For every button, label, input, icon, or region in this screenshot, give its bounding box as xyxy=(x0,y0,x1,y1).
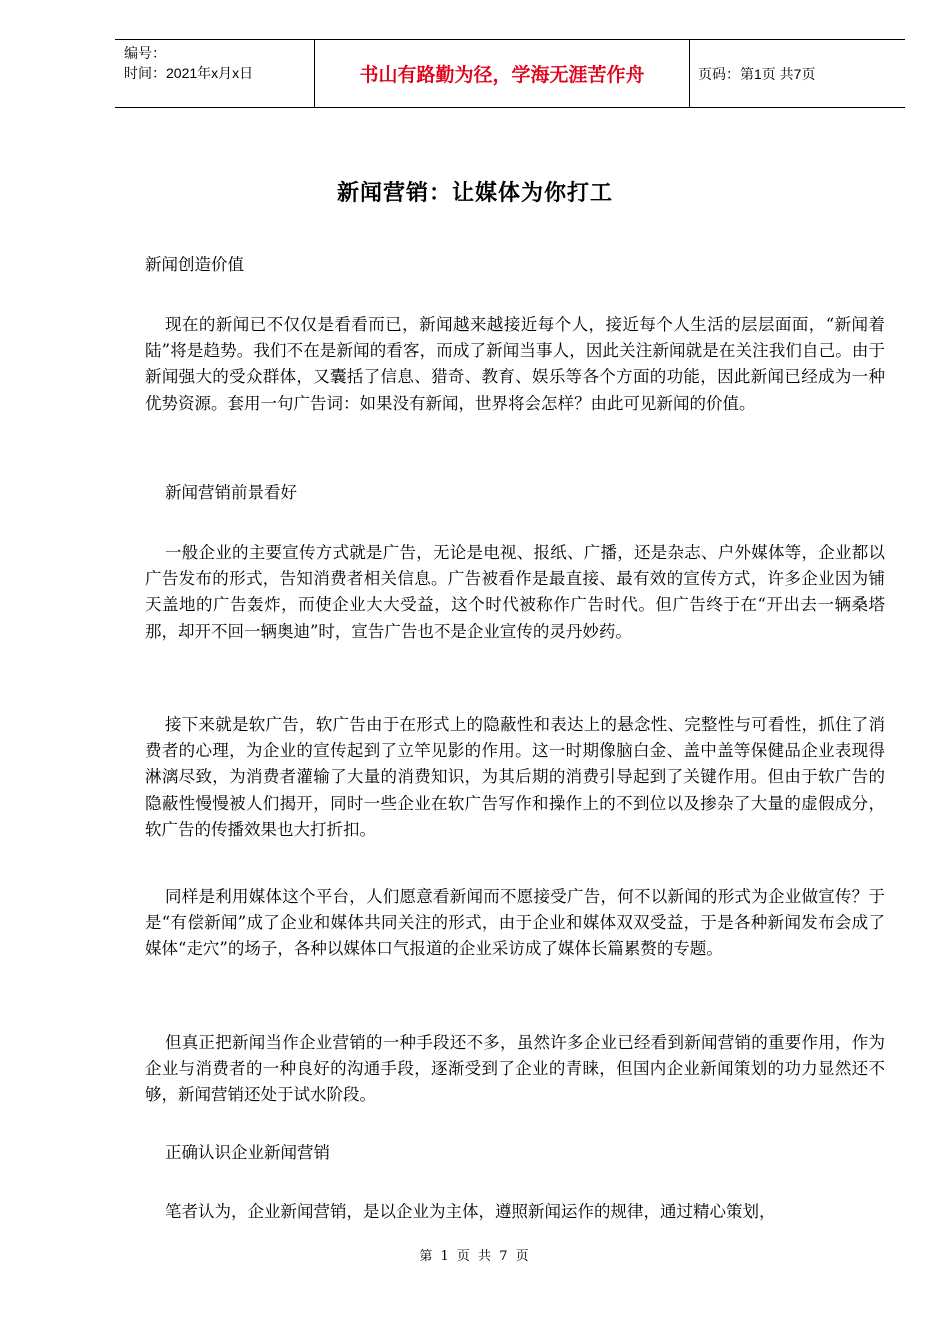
section-heading-prospects: 新闻营销前景看好 xyxy=(165,483,297,502)
paragraph: 笔者认为，企业新闻营销，是以企业为主体，遵照新闻运作的规律，通过精心策划， xyxy=(165,1202,776,1221)
paragraph: 同样是利用媒体这个平台，人们愿意看新闻而不愿接受广告，何不以新闻的形式为企业做宣传？于是“有偿新闻”成了企业和媒体共同关注的形式，由于企业和媒体双双受益，于是各种新闻发布会成了媒体“走穴”的场子，各种以媒体口气报道的企业采访成了媒体长篇累赘的专题。 xyxy=(145,887,885,959)
document-title: 新闻营销：让媒体为你打工 xyxy=(336,180,613,206)
paragraph: 接下来就是软广告，软广告由于在形式上的隐蔽性和表达上的悬念性、完整性与可看性，抓住了消费者的心理，为企业的宣传起到了立竿见影的作用。这一时期像脑白金、盖中盖等保健品企业表现得淋漓尽致，为消费者灌输了大量的消费知识，为其后期的消费引导起到了关键作用。但由于软广告的隐蔽性慢慢被人们揭开，同时一些企业在软广告写作和操作上的不到位以及掺杂了大量的虚假成分，软广告的传播效果也大打折扣。 xyxy=(145,715,885,839)
header-motto: 书山有路勤为径，学海无涯苦作舟 xyxy=(315,40,690,107)
time-label: 时间：2021年x月x日 xyxy=(124,65,254,81)
paragraph: 一般企业的主要宣传方式就是广告，无论是电视、报纸、广播，还是杂志、户外媒体等，企业都以广告发布的形式，告知消费者相关信息。广告被看作是最直接、最有效的宣传方式，许多企业因为铺天盖地的广告轰炸，而使企业大大受益，这个时代被称作广告时代。但广告终于在“开出去一辆桑塔那，却开不回一辆奥迪”时，宣告广告也不是企业宣传的灵丹妙药。 xyxy=(145,543,885,641)
header-table xyxy=(115,39,905,108)
section-heading-correct-understanding: 正确认识企业新闻营销 xyxy=(165,1143,330,1162)
header-page-info: 页码：第1页 共7页 xyxy=(698,65,816,82)
paragraph: 现在的新闻已不仅仅是看看而已，新闻越来越接近每个人，接近每个人生活的层层面面，“新闻着陆”将是趋势。我们不在是新闻的看客，而成了新闻当事人，因此关注新闻就是在关注我们自己。由于新闻强大的受众群体，又囊括了信息、猎奇、教育、娱乐等各个方面的功能，因此新闻已经成为一种优势资源。套用一句广告词：如果没有新闻，世界将会怎样？由此可见新闻的价值。 xyxy=(145,315,885,413)
section-heading-news-value: 新闻创造价值 xyxy=(145,255,244,274)
header-meta-cell xyxy=(115,40,315,107)
number-label: 编号： xyxy=(124,45,166,61)
page-footer: 第 1 页 共 7 页 xyxy=(419,1249,531,1264)
paragraph: 但真正把新闻当作企业营销的一种手段还不多，虽然许多企业已经看到新闻营销的重要作用，作为企业与消费者的一种良好的沟通手段，逐渐受到了企业的青睐，但国内企业新闻策划的功力显然还不够，新闻营销还处于试水阶段。 xyxy=(145,1033,885,1105)
